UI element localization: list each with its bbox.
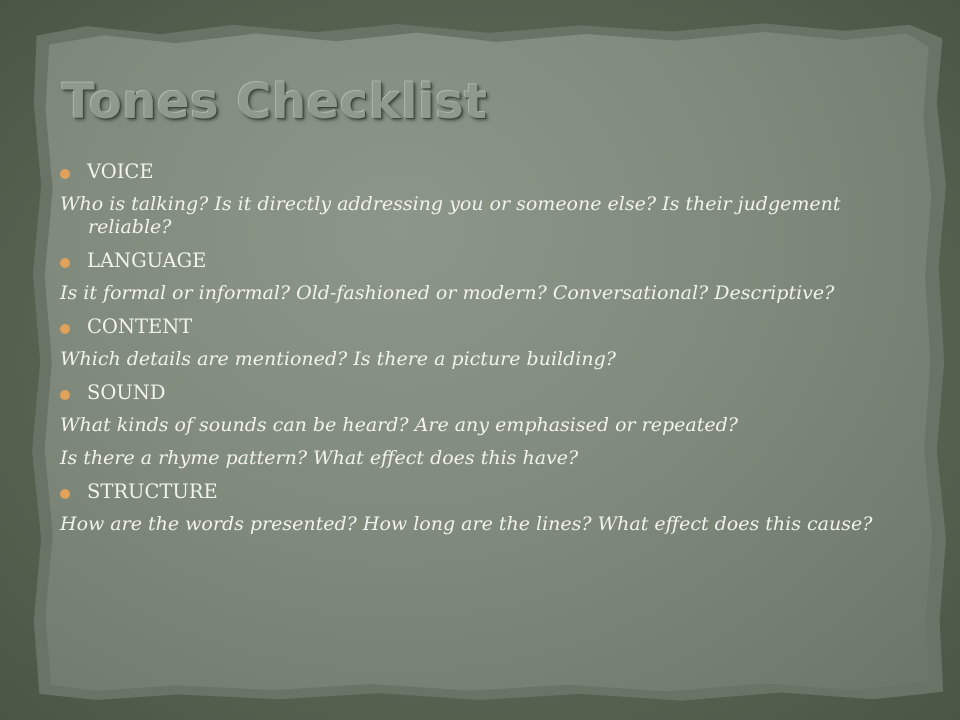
language-description: Is it formal or informal? Old-fashioned or modern? Conversational? Descriptive? [60, 282, 835, 304]
bullet-voice [60, 160, 880, 183]
sound-description: What kinds of sounds can be heard? Are any emphasised or repeated? [60, 414, 738, 436]
structure-description: How are the words presented? How long are the lines? What effect does this cause? [60, 513, 873, 535]
slide-title: Tones Checklist [62, 74, 488, 130]
bullet-label: STRUCTURE [87, 480, 218, 503]
content-description: Which details are mentioned? Is there a picture building? [60, 348, 616, 370]
bullet-sound [60, 381, 880, 404]
slide-content [60, 160, 880, 546]
bullet-label: LANGUAGE [87, 249, 207, 272]
bullet-structure [60, 480, 880, 503]
bullet-dot-icon [60, 169, 70, 179]
bullet-dot-icon [60, 324, 70, 334]
bullet-label: CONTENT [87, 315, 193, 338]
bullet-dot-icon [60, 258, 70, 268]
bullet-dot-icon [60, 390, 70, 400]
bullet-content [60, 315, 880, 338]
bullet-dot-icon [60, 489, 70, 499]
bullet-label: SOUND [87, 381, 166, 404]
rhyme-description: Is there a rhyme pattern? What effect does this have? [60, 447, 579, 469]
bullet-label: VOICE [87, 160, 154, 183]
bullet-language [60, 249, 880, 272]
voice-description: Who is talking? Is it directly addressing you or someone else? Is their judgement reliable? [60, 193, 841, 238]
